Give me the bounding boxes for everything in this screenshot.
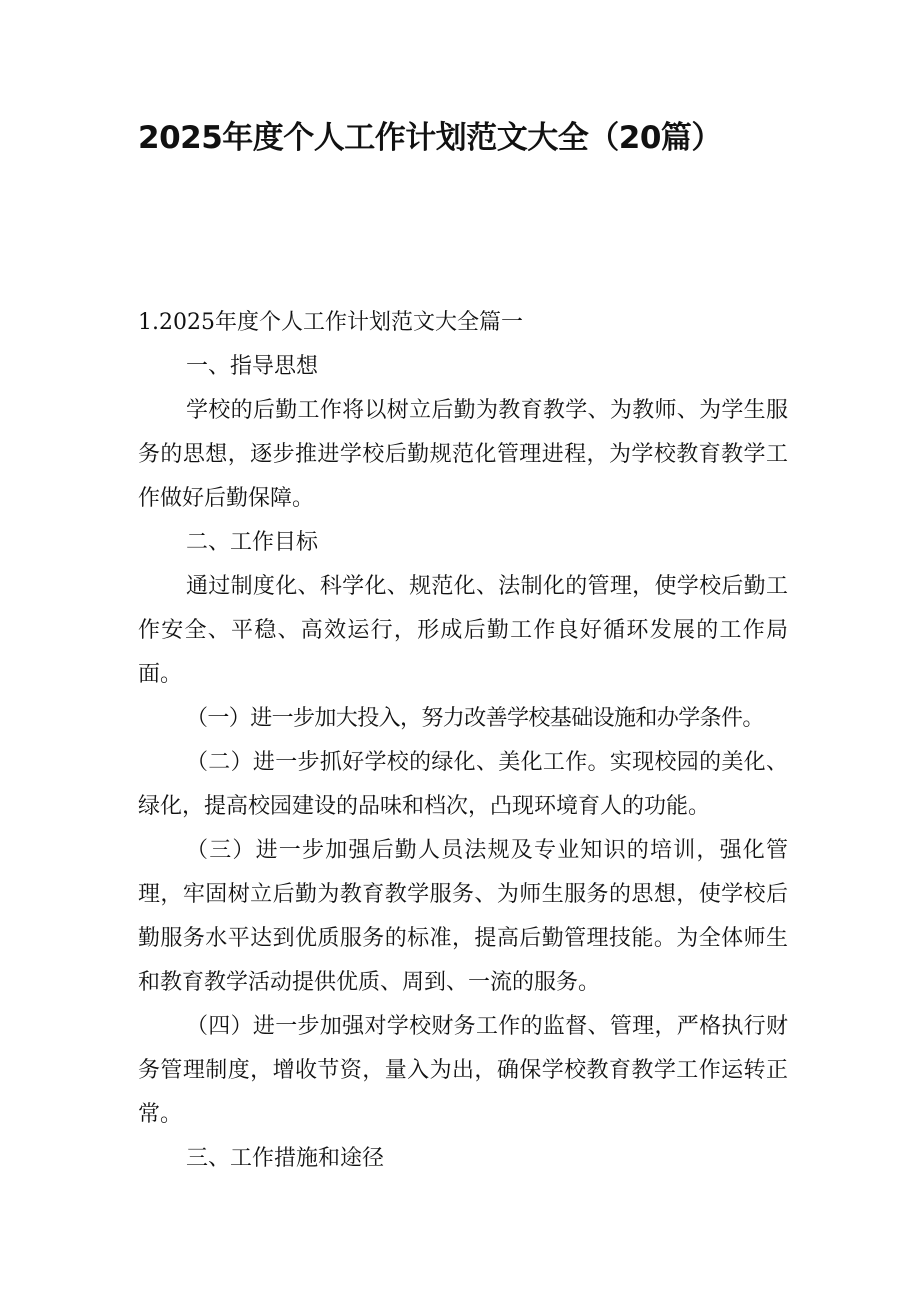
paragraph-goal-1: （一）进一步加大投入，努力改善学校基础设施和办学条件。 [186, 706, 764, 731]
section-title: 1.2025年度个人工作计划范文大全篇一 [138, 310, 523, 335]
paragraph-goal-3: （三）进一步加强后勤人员法规及专业知识的培训，强化管理，牢固树立后勤为教育教学服务、为师生服务的思想，使学校后勤服务水平达到优质服务的标准，提高后勤管理技能。为全体师生和教育教学活动提供优质、周到、一流的服务。 [138, 838, 788, 995]
paragraph-guiding-ideology: 学校的后勤工作将以树立后勤为教育教学、为教师、为学生服务的思想，逐步推进学校后勤规范化管理进程，为学校教育教学工作做好后勤保障。 [138, 398, 788, 511]
paragraph-goal-4: （四）进一步加强对学校财务工作的监督、管理，严格执行财务管理制度，增收节资，量入为出，确保学校教育教学工作运转正常。 [138, 1014, 788, 1127]
paragraph-work-goals: 通过制度化、科学化、规范化、法制化的管理，使学校后勤工作安全、平稳、高效运行，形成后勤工作良好循环发展的工作局面。 [138, 574, 788, 687]
heading-work-goals: 二、工作目标 [186, 530, 319, 555]
document-body [138, 301, 788, 1181]
heading-work-measures: 三、工作措施和途径 [186, 1146, 385, 1171]
document-title: 2025年度个人工作计划范文大全（20篇） [138, 120, 722, 156]
heading-guiding-ideology: 一、指导思想 [186, 354, 319, 379]
paragraph-goal-2: （二）进一步抓好学校的绿化、美化工作。实现校园的美化、绿化，提高校园建设的品味和档次，凸现环境育人的功能。 [138, 750, 788, 819]
